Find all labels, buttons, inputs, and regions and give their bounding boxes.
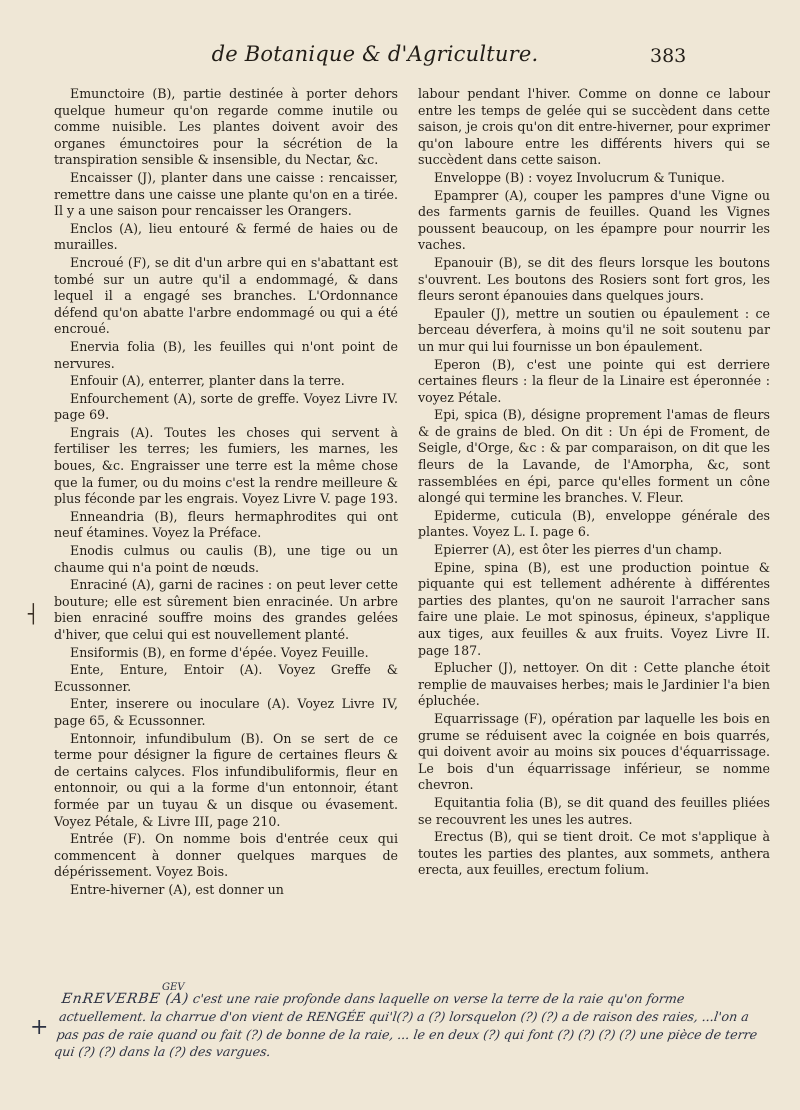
entry-equarrissage: Equarrissage (F), opération par laquelle les bois en grume se réduisent avec la coignée en bois quarrés, qui doivent avoir au moins six pouces d'équarrissage. Le bois d'un équarrissage inférieur, se nomme chevron.	[418, 710, 770, 793]
right-column	[418, 86, 770, 880]
page-header	[0, 42, 800, 78]
entry-enter: Enter, inserere ou inoculare (A). Voyez Livre IV, page 65, & Ecussonner.	[54, 696, 398, 728]
entry-equitantia-folia: Equitantia folia (B), se dit quand des feuilles pliées se recouvrent les unes les autres.	[418, 794, 770, 827]
entry-enfourchement: Enfourchement (A), sorte de greffe. Voyez Livre IV. page 69.	[54, 390, 398, 423]
entry-enfouir: Enfouir (A), enterrer, planter dans la terre.	[70, 373, 345, 389]
page-number: 383	[650, 45, 687, 67]
left-column	[54, 86, 398, 900]
entry-enneandria: Enneandria (B), fleurs hermaphrodites qui ont neuf étamines. Voyez la Préface.	[54, 508, 398, 541]
entry-encroue: Encroué (F), se dit d'un arbre qui en s'abattant est tombé sur un autre qu'il a endommagé, & dans lequel il a engagé ses branches. L'Ordonnance défend qu'on abatte l'arbre endommagé ou qui a été encroué.	[54, 254, 398, 337]
entry-epierrer: Epierrer (A), est ôter les pierres d'un champ.	[434, 542, 723, 558]
entry-entonnoir: Entonnoir, infundibulum (B). On se sert de ce terme pour désigner la figure de certaines fleurs & de certains calyces. Flos infundibuliformis, fleur en entonnoir, ou qui a la forme d'un entonnoir, étant formée par un tuyau & un disque ou évasement. Voyez Pétale, & Livre III, page 210.	[54, 730, 398, 829]
entry-epiderme: Epiderme, cuticula (B), enveloppe générale des plantes. Voyez L. I. page 6.	[418, 507, 770, 540]
handwritten-headword: EnREVERBE (A)	[60, 991, 191, 1007]
entry-epamprer: Epamprer (A), couper les pampres d'une Vigne ou des farments garnis de feuilles. Quand les Vignes poussent beaucoup, on les épampre pour nourrir les vaches.	[418, 187, 770, 253]
entry-ensiformis: Ensiformis (B), en forme d'épée. Voyez Feuille.	[70, 644, 369, 660]
running-title: de Botanique & d'Agriculture.	[211, 42, 539, 66]
entry-epanouir: Epanouir (B), se dit des fleurs lorsque les boutons s'ouvrent. Les boutons des Rosiers sont fort gros, les fleurs seront épanouies dans quelques jours.	[418, 254, 770, 304]
margin-insertion-mark: ┤	[28, 604, 39, 625]
entry-enodis-culmus: Enodis culmus ou caulis (B), une tige ou un chaume qui n'a point de nœuds.	[54, 543, 398, 575]
entry-enclos: Enclos (A), lieu entouré & fermé de haies ou de murailles.	[54, 220, 398, 253]
entry-engrais: Engrais (A). Toutes les choses qui servent à fertiliser les terres; les fumiers, les marnes, les boues, &c. Engraisser une terre est la même chose que la fumer, ou du moins c'est la rendre meilleure & plus féconde par les engrais. Voyez Livre V. page 193.	[54, 424, 398, 507]
entry-encaisser: Encaisser (J), planter dans une caisse : rencaisser, remettre dans une caisse une plante qu'on en a tirée. Il y a une saison pour rencaisser les Orangers.	[54, 169, 398, 219]
margin-cross-mark: +	[30, 1015, 49, 1040]
entry-emunctoire: Emunctoire (B), partie destinée à porter dehors quelque humeur qu'on regarde comme inutile ou comme nuisible. Les plantes doivent avoir des organes émunctoires pour la sécrétion de la transpiration sensible & insensible, du Nectar, &c.	[54, 86, 398, 168]
entry-entree: Entrée (F). On nomme bois d'entrée ceux qui commencent à donner quelques marques de dépérissement. Voyez Bois.	[54, 831, 398, 880]
entry-enervia-folia: Enervia folia (B), les feuilles qui n'ont point de nervures.	[54, 338, 398, 371]
entry-epine: Epine, spina (B), est une production pointue & piquante qui est tellement adhérente à différentes parties des plantes, qu'on ne sauroit l'arracher sans faire une plaie. Le mot spinosus, épineux, s'applique aux tiges, aux feuilles & aux fruits. Voyez Livre II. page 187.	[418, 559, 770, 658]
entry-enracine: Enraciné (A), garni de racines : on peut lever cette bouture; elle est sûrement bien enracinée. Un arbre bien enraciné souffre moins des grandes gelées d'hiver, que celui qui est nouvellement planté.	[54, 577, 398, 642]
entry-ente: Ente, Enture, Entoir (A). Voyez Greffe & Ecussonner.	[54, 662, 398, 694]
entry-epi: Epi, spica (B), désigne proprement l'amas de fleurs & de grains de bled. On dit : Un épi de Froment, de Seigle, d'Orge, &c : & par comparaison, on dit que les fleurs de la Lavande, de l'Amorpha, &c, sont rassemblées en épi, parce qu'elles forment un cône alongé qui termine les branches. V. Fleur.	[418, 407, 770, 506]
entry-eperon: Eperon (B), c'est une pointe qui est derriere certaines fleurs : la fleur de la Linaire est éperonnée : voyez Pétale.	[418, 356, 770, 405]
entry-entre-hiverner-cont: labour pendant l'hiver. Comme on donne ce labour entre les temps de gelée qui se succèdent dans cette saison, je crois qu'on dit entre-hiverner, pour exprimer qu'on laboure entre les différents hivers qui se succèdent dans cette saison.	[418, 86, 770, 168]
entry-enveloppe: Enveloppe (B) : voyez Involucrum & Tunique.	[434, 169, 725, 185]
handwritten-annotation	[53, 990, 775, 1061]
handwritten-scribble: GEV	[162, 982, 185, 993]
entry-entre-hiverner: Entre-hiverner (A), est donner un	[70, 881, 284, 897]
entry-erectus: Erectus (B), qui se tient droit. Ce mot s'applique à toutes les parties des plantes, aux sommets, anthera erecta, aux feuilles, erectum folium.	[418, 829, 770, 878]
handwritten-text: c'est une raie profonde dans laquelle on verse la terre de la raie qu'on forme actuellement. la charrue d'on vient de RENGÉE qui'l(?) a (?) lorsquelon (?) (?) a de raison des raies, ...l'on a pas pas de raie quand ou fait (?) de bonne de la raie, ... le en deux (?) qui font (?) (?) (?) (?) une pièce de terre qui (?) (?) dans la (?) des vargues.	[53, 991, 759, 1060]
entry-epauler: Epauler (J), mettre un soutien ou épaulement : ce berceau déverfera, à moins qu'il ne soit soutenu par un mur qui lui fournisse un bon épaulement.	[418, 305, 770, 354]
entry-eplucher: Eplucher (J), nettoyer. On dit : Cette planche étoit remplie de mauvaises herbes; mais le Jardinier l'a bien épluchée.	[418, 660, 770, 709]
